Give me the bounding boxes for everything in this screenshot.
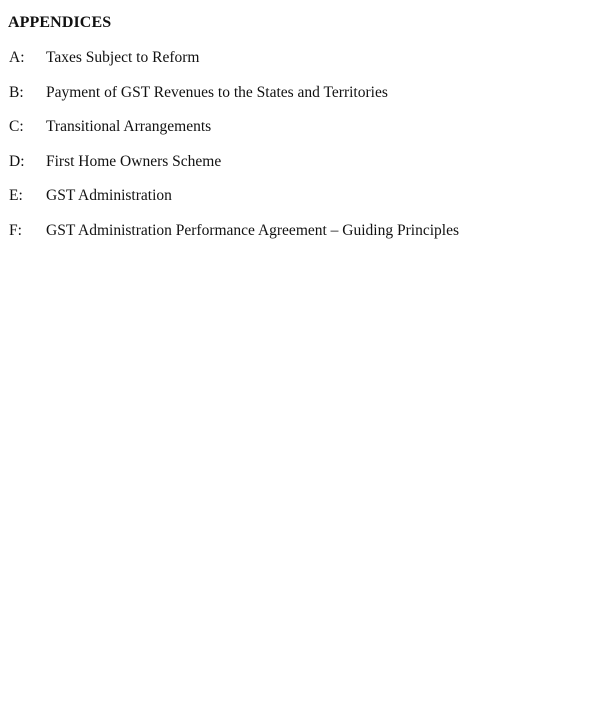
appendix-title: GST Administration — [46, 187, 172, 204]
appendix-title: Payment of GST Revenues to the States and Territories — [46, 84, 388, 101]
appendix-title: First Home Owners Scheme — [46, 153, 222, 170]
appendix-title: Transitional Arrangements — [46, 118, 212, 135]
appendix-letter: C: — [9, 118, 24, 135]
appendix-letter: D: — [9, 153, 25, 170]
appendix-letter: F: — [9, 222, 22, 239]
appendix-title: GST Administration Performance Agreement – Guiding Principles — [46, 222, 459, 239]
appendix-letter: E: — [9, 187, 23, 204]
appendix-letter: A: — [9, 49, 25, 66]
appendix-title: Taxes Subject to Reform — [46, 49, 200, 66]
page-heading: APPENDICES — [8, 14, 112, 31]
appendix-letter: B: — [9, 84, 24, 101]
